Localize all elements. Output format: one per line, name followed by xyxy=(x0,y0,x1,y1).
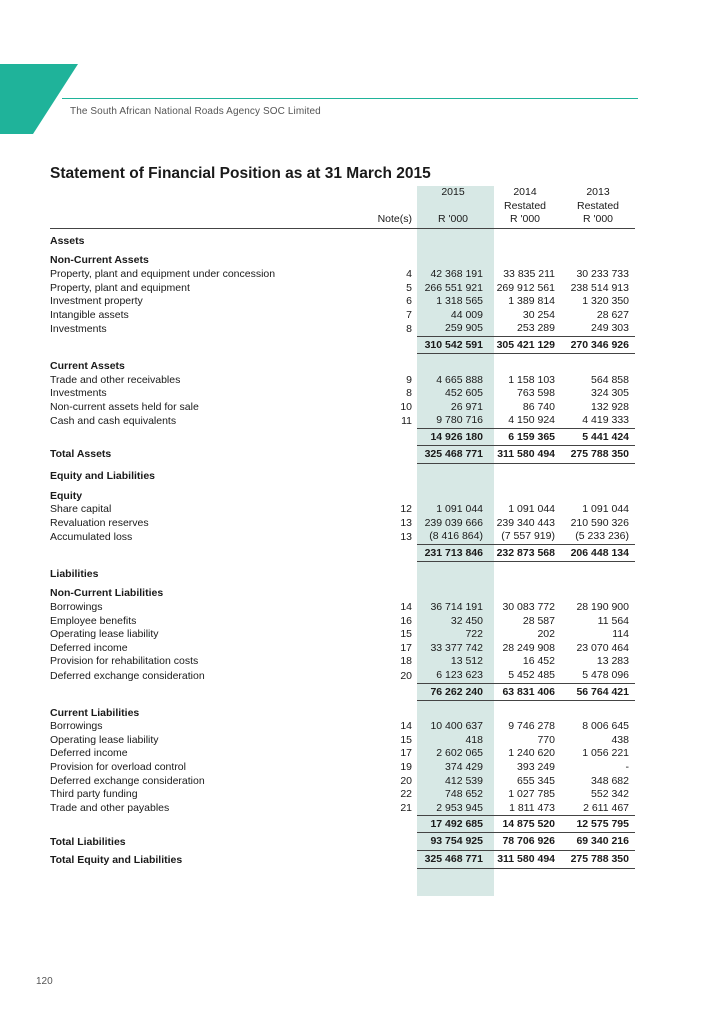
line-item-label: Borrowings xyxy=(50,720,103,733)
line-item-label: Third party funding xyxy=(50,788,138,801)
note-ref: 12 xyxy=(400,503,412,516)
value-2013: - xyxy=(625,761,629,773)
value-2014: 305 421 129 xyxy=(489,336,561,353)
header-row-year xyxy=(50,186,635,200)
note-ref: 7 xyxy=(406,308,412,321)
note-ref: 21 xyxy=(400,802,412,815)
line-item-label xyxy=(50,816,355,833)
value-2015: 13 512 xyxy=(450,655,483,668)
line-item-row xyxy=(50,503,635,517)
value-2015: 266 551 921 xyxy=(424,281,483,294)
value-2013: 249 303 xyxy=(591,322,629,335)
value-2014: 33 835 211 xyxy=(503,267,555,280)
note-ref xyxy=(355,683,417,700)
value-2015: 10 400 637 xyxy=(430,720,483,733)
note-ref xyxy=(355,544,417,561)
note-ref: 11 xyxy=(401,414,412,427)
value-2014: 78 706 926 xyxy=(489,833,561,851)
line-item-row xyxy=(50,295,635,309)
line-item-label: Total Equity and Liabilities xyxy=(50,853,183,866)
value-2013: 210 590 326 xyxy=(570,516,629,529)
value-2013: 1 056 221 xyxy=(582,747,629,760)
grand-total-row xyxy=(50,851,635,869)
value-2013: 30 233 733 xyxy=(576,267,629,280)
value-2015: 93 754 925 xyxy=(417,833,489,851)
line-item-row xyxy=(50,788,635,802)
note-ref: 15 xyxy=(400,733,412,746)
value-2014: 30 083 772 xyxy=(502,601,555,614)
line-item-label: Borrowings xyxy=(50,601,103,614)
value-2013: 28 627 xyxy=(596,308,629,321)
value-2013: 206 448 134 xyxy=(561,544,635,561)
corner-accent-shape xyxy=(0,64,80,134)
line-item-label: Deferred income xyxy=(50,641,128,654)
section-heading: Non-Current Liabilities xyxy=(50,587,164,600)
header-row-units xyxy=(50,213,635,228)
col-2015-sub xyxy=(417,200,489,214)
section-heading: Liabilities xyxy=(50,567,99,580)
line-item-row xyxy=(50,747,635,761)
value-2013: 69 340 216 xyxy=(561,833,635,851)
col-2014-year: 2014 xyxy=(513,186,537,198)
value-2015: 325 468 771 xyxy=(417,445,489,463)
value-2013: 28 190 900 xyxy=(576,601,629,614)
value-2015: 36 714 191 xyxy=(430,601,483,614)
line-item-row xyxy=(50,268,635,282)
value-2013: 564 858 xyxy=(591,373,629,386)
note-ref: 14 xyxy=(400,720,412,733)
line-item-row xyxy=(50,655,635,669)
note-ref xyxy=(355,851,417,869)
value-2015: 1 091 044 xyxy=(436,503,483,516)
value-2013: 438 xyxy=(611,733,629,746)
col-2013-year: 2013 xyxy=(586,186,610,198)
value-2015: 2 602 065 xyxy=(436,747,483,760)
value-2013: 270 346 926 xyxy=(561,336,635,353)
note-ref: 6 xyxy=(406,295,412,308)
header-row-restated xyxy=(50,200,635,214)
value-2013: 1 320 350 xyxy=(582,295,629,308)
value-2013: 132 928 xyxy=(591,400,629,413)
note-ref xyxy=(355,816,417,833)
note-ref: 20 xyxy=(400,774,412,787)
value-2013: 12 575 795 xyxy=(561,816,635,833)
value-2015: 14 926 180 xyxy=(417,428,489,445)
col-2015-year: 2015 xyxy=(441,186,465,198)
value-2015: 17 492 685 xyxy=(417,816,489,833)
line-item-label: Property, plant and equipment xyxy=(50,281,190,294)
line-item-label: Share capital xyxy=(50,503,112,516)
note-ref: 16 xyxy=(400,614,412,627)
line-item-row xyxy=(50,309,635,323)
line-item-row xyxy=(50,615,635,629)
line-item-row xyxy=(50,628,635,642)
value-2015: 722 xyxy=(465,628,483,641)
value-2014: 14 875 520 xyxy=(489,816,561,833)
value-2013: 13 283 xyxy=(596,655,629,668)
value-2015: (8 416 864) xyxy=(429,530,483,543)
value-2015: 325 468 771 xyxy=(417,851,489,869)
value-2014: 763 598 xyxy=(517,387,555,400)
note-ref: 9 xyxy=(406,373,412,386)
value-2014: 770 xyxy=(537,733,555,746)
note-ref: 13 xyxy=(400,516,412,529)
value-2013: 275 788 350 xyxy=(561,445,635,463)
value-2013: 4 419 333 xyxy=(582,414,629,427)
line-item-row xyxy=(50,517,635,531)
value-2015: 6 123 623 xyxy=(436,669,483,682)
line-item-row xyxy=(50,720,635,734)
section-heading-row xyxy=(50,568,635,582)
value-2014: 86 740 xyxy=(522,400,555,413)
page-title: Statement of Financial Position as at 31 March 2015 xyxy=(50,165,431,182)
value-2014: 4 150 924 xyxy=(508,414,555,427)
line-item-row xyxy=(50,401,635,415)
value-2013: 324 305 xyxy=(591,387,629,400)
line-item-row xyxy=(50,322,635,336)
note-ref: 20 xyxy=(400,669,412,682)
note-ref: 18 xyxy=(400,655,412,668)
line-item-row xyxy=(50,761,635,775)
subtotal-row xyxy=(50,683,635,700)
line-item-label: Cash and cash equivalents xyxy=(50,414,177,427)
value-2013: 552 342 xyxy=(591,788,629,801)
value-2014: 1 158 103 xyxy=(508,373,555,386)
value-2014: 5 452 485 xyxy=(508,669,555,682)
section-heading: Current Assets xyxy=(50,359,125,372)
section-heading: Assets xyxy=(50,234,85,247)
value-2014: 239 340 443 xyxy=(496,516,555,529)
line-item-label: Trade and other receivables xyxy=(50,373,181,386)
note-ref: 17 xyxy=(400,747,412,760)
note-ref: 13 xyxy=(400,530,412,543)
line-item-label: Provision for rehabilitation costs xyxy=(50,655,199,668)
line-item-row xyxy=(50,601,635,615)
line-item-label xyxy=(50,683,355,700)
col-2014-sub: Restated xyxy=(503,199,547,212)
value-2014: 28 587 xyxy=(522,614,555,627)
value-2015: 42 368 191 xyxy=(430,267,483,280)
line-item-label: Deferred exchange consideration xyxy=(50,774,205,787)
line-item-row xyxy=(50,387,635,401)
value-2013: 5 441 424 xyxy=(561,428,635,445)
line-item-row xyxy=(50,669,635,683)
value-2014: (7 557 919) xyxy=(501,530,555,543)
section-heading-row xyxy=(50,470,635,484)
value-2015: 26 971 xyxy=(450,400,483,413)
value-2015: 239 039 666 xyxy=(424,516,483,529)
value-2014: 9 746 278 xyxy=(508,720,555,733)
value-2013: (5 233 236) xyxy=(575,530,629,543)
line-item-label: Investments xyxy=(50,387,107,400)
note-ref: 22 xyxy=(400,788,412,801)
note-ref: 5 xyxy=(406,281,412,294)
col-note-header: Note(s) xyxy=(355,213,417,228)
section-heading: Equity and Liabilities xyxy=(50,469,156,482)
line-item-label: Provision for overload control xyxy=(50,761,186,773)
value-2013: 5 478 096 xyxy=(582,669,629,682)
section-heading-row xyxy=(50,235,635,249)
page-number: 120 xyxy=(36,976,53,987)
value-2015: 33 377 742 xyxy=(430,641,483,654)
line-item-label: Investments xyxy=(50,322,107,335)
value-2014: 6 159 365 xyxy=(489,428,561,445)
value-2015: 231 713 846 xyxy=(417,544,489,561)
line-item-label: Total Assets xyxy=(50,448,112,461)
value-2013: 348 682 xyxy=(591,774,629,787)
note-ref: 8 xyxy=(406,322,412,335)
value-2014: 1 240 620 xyxy=(508,747,555,760)
financial-position-table xyxy=(50,186,635,869)
value-2014: 16 452 xyxy=(522,655,555,668)
value-2013: 8 006 645 xyxy=(582,720,629,733)
line-item-label: Operating lease liability xyxy=(50,733,159,746)
value-2015: 44 009 xyxy=(450,308,483,321)
subtotal-row xyxy=(50,544,635,561)
value-2015: 452 605 xyxy=(445,387,483,400)
value-2013: 11 564 xyxy=(597,614,629,627)
value-2014: 1 811 473 xyxy=(509,801,555,814)
value-2015: 418 xyxy=(465,733,483,746)
line-item-label: Intangible assets xyxy=(50,308,129,321)
col-2014-unit: R '000 xyxy=(489,213,561,228)
value-2014: 269 912 561 xyxy=(496,281,555,294)
value-2014: 1 027 785 xyxy=(508,788,555,801)
value-2015: 9 780 716 xyxy=(436,414,483,427)
line-item-row xyxy=(50,530,635,544)
note-ref: 17 xyxy=(400,641,412,654)
line-item-label xyxy=(50,428,355,445)
value-2014: 1 091 044 xyxy=(508,503,555,516)
line-item-label: Operating lease liability xyxy=(50,628,159,641)
value-2014: 311 580 494 xyxy=(489,445,561,463)
value-2014: 232 873 568 xyxy=(489,544,561,561)
value-2013: 114 xyxy=(612,628,629,641)
note-ref xyxy=(355,428,417,445)
value-2014: 311 580 494 xyxy=(489,851,561,869)
value-2014: 393 249 xyxy=(517,761,555,773)
value-2015: 32 450 xyxy=(450,614,483,627)
value-2015: 748 652 xyxy=(445,788,483,801)
value-2014: 655 345 xyxy=(517,774,555,787)
col-2015-unit: R '000 xyxy=(417,213,489,228)
header-rule xyxy=(62,98,638,99)
line-item-row xyxy=(50,414,635,428)
value-2015: 310 542 591 xyxy=(417,336,489,353)
grand-total-row xyxy=(50,833,635,851)
value-2014: 1 389 814 xyxy=(508,295,555,308)
line-item-row xyxy=(50,802,635,816)
grand-total-row xyxy=(50,445,635,463)
line-item-label xyxy=(50,336,355,353)
value-2015: 1 318 565 xyxy=(436,295,483,308)
value-2015: 374 429 xyxy=(445,761,483,773)
value-2015: 2 953 945 xyxy=(436,801,483,814)
value-2015: 76 262 240 xyxy=(417,683,489,700)
line-item-label: Employee benefits xyxy=(50,614,137,627)
line-item-label: Investment property xyxy=(50,295,143,308)
line-item-row xyxy=(50,374,635,388)
line-item-label: Revaluation reserves xyxy=(50,516,149,529)
subtotal-row xyxy=(50,336,635,353)
line-item-label: Deferred income xyxy=(50,747,128,760)
line-item-label: Total Liabilities xyxy=(50,835,126,848)
value-2013: 2 611 467 xyxy=(583,801,629,814)
value-2014: 30 254 xyxy=(522,308,555,321)
note-ref xyxy=(355,445,417,463)
note-ref: 10 xyxy=(400,400,412,413)
section-heading: Non-Current Assets xyxy=(50,254,149,267)
line-item-row xyxy=(50,642,635,656)
section-heading-row xyxy=(50,254,635,268)
col-2013-unit: R '000 xyxy=(561,213,635,228)
note-ref xyxy=(355,833,417,851)
note-ref: 19 xyxy=(400,761,412,773)
section-heading: Current Liabilities xyxy=(50,706,140,719)
note-ref: 4 xyxy=(406,267,412,280)
section-heading-row xyxy=(50,490,635,504)
value-2013: 56 764 421 xyxy=(561,683,635,700)
section-heading-row xyxy=(50,360,635,374)
subtotal-row xyxy=(50,816,635,833)
line-item-row xyxy=(50,282,635,296)
subtotal-row xyxy=(50,428,635,445)
line-item-label: Accumulated loss xyxy=(50,530,133,543)
value-2015: 412 539 xyxy=(445,774,483,787)
line-item-label: Deferred exchange consideration xyxy=(50,669,205,682)
company-name: The South African National Roads Agency SOC Limited xyxy=(70,106,321,117)
value-2014: 253 289 xyxy=(517,322,555,335)
line-item-label: Trade and other payables xyxy=(50,802,170,815)
value-2014: 202 xyxy=(537,628,555,641)
value-2013: 238 514 913 xyxy=(570,281,629,294)
note-ref xyxy=(355,336,417,353)
line-item-row xyxy=(50,734,635,748)
value-2013: 1 091 044 xyxy=(582,503,629,516)
section-heading-row xyxy=(50,707,635,721)
value-2014: 28 249 908 xyxy=(502,641,555,654)
line-item-label: Property, plant and equipment under concession xyxy=(50,267,276,280)
value-2015: 259 905 xyxy=(445,322,483,335)
col-2013-sub: Restated xyxy=(576,199,620,212)
value-2015: 4 665 888 xyxy=(436,373,483,386)
note-ref: 14 xyxy=(400,601,412,614)
value-2014: 63 831 406 xyxy=(489,683,561,700)
section-heading-row xyxy=(50,587,635,601)
line-item-label: Non-current assets held for sale xyxy=(50,400,199,413)
note-ref: 15 xyxy=(400,628,412,641)
line-item-row xyxy=(50,775,635,789)
section-heading: Equity xyxy=(50,489,83,502)
line-item-label xyxy=(50,544,355,561)
value-2013: 23 070 464 xyxy=(576,641,629,654)
value-2013: 275 788 350 xyxy=(561,851,635,869)
note-ref: 8 xyxy=(406,387,412,400)
